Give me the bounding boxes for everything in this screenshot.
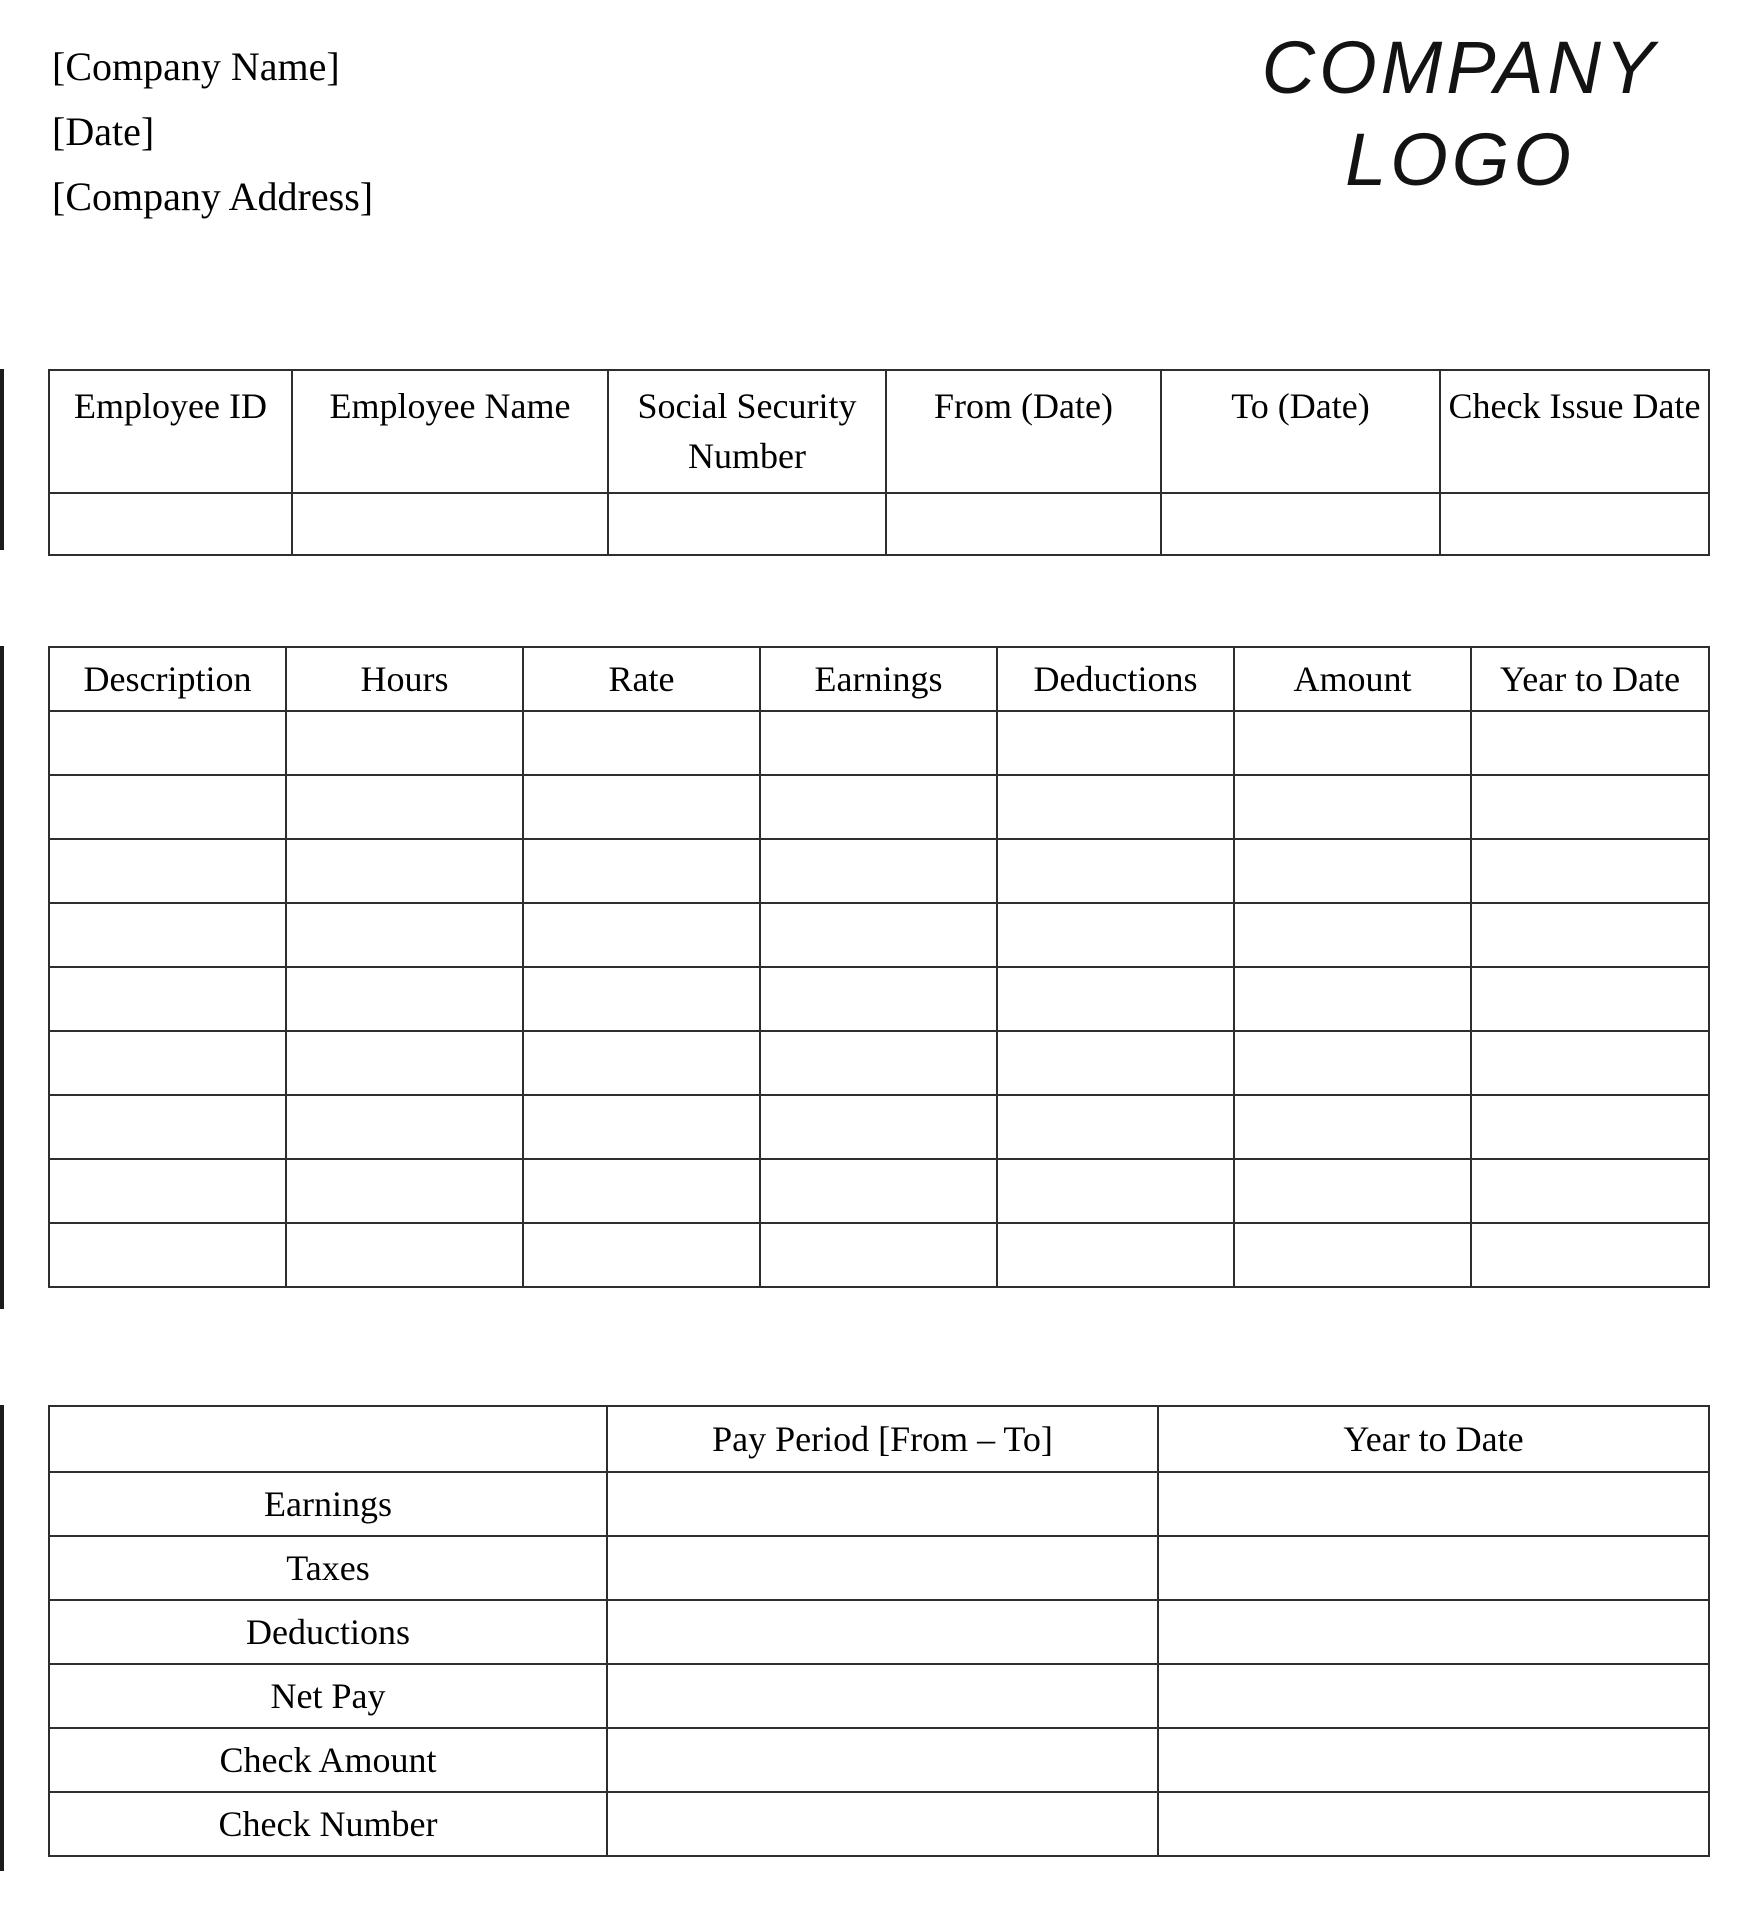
empty-cell bbox=[49, 967, 286, 1031]
empty-cell bbox=[49, 903, 286, 967]
page-edge-artifact bbox=[0, 1405, 4, 1871]
header-cell-description: Description bbox=[49, 647, 286, 711]
empty-cell bbox=[1471, 903, 1709, 967]
header-cell-ssn: Social Security Number bbox=[608, 370, 886, 493]
earnings-data-row bbox=[49, 1095, 1709, 1159]
empty-cell bbox=[760, 1159, 997, 1223]
earnings-data-row bbox=[49, 1031, 1709, 1095]
empty-cell bbox=[1234, 1031, 1471, 1095]
empty-cell bbox=[1440, 493, 1709, 555]
page-edge-artifact bbox=[0, 646, 4, 1309]
empty-cell bbox=[49, 1031, 286, 1095]
company-name-placeholder: [Company Name] bbox=[52, 44, 340, 89]
earnings-data-row bbox=[49, 1159, 1709, 1223]
empty-cell bbox=[286, 775, 523, 839]
empty-cell bbox=[523, 1095, 760, 1159]
empty-cell bbox=[760, 1095, 997, 1159]
empty-cell bbox=[1471, 1095, 1709, 1159]
empty-cell bbox=[49, 839, 286, 903]
header-cell-pay-period: Pay Period [From – To] bbox=[607, 1406, 1158, 1472]
empty-cell bbox=[49, 1223, 286, 1287]
empty-cell bbox=[760, 967, 997, 1031]
empty-cell bbox=[1234, 1095, 1471, 1159]
empty-cell bbox=[1158, 1600, 1709, 1664]
earnings-data-row bbox=[49, 1223, 1709, 1287]
empty-cell bbox=[286, 903, 523, 967]
company-info-block bbox=[52, 34, 373, 229]
summary-row-label: Check Number bbox=[49, 1792, 607, 1856]
empty-cell bbox=[1158, 1472, 1709, 1536]
empty-cell bbox=[49, 493, 292, 555]
header-cell-deductions: Deductions bbox=[997, 647, 1234, 711]
empty-cell bbox=[286, 967, 523, 1031]
earnings-data-row bbox=[49, 775, 1709, 839]
empty-cell bbox=[607, 1728, 1158, 1792]
empty-cell bbox=[997, 1223, 1234, 1287]
header-cell-from-date: From (Date) bbox=[886, 370, 1161, 493]
empty-cell bbox=[997, 711, 1234, 775]
earnings-data-row bbox=[49, 967, 1709, 1031]
empty-cell bbox=[286, 1095, 523, 1159]
empty-cell bbox=[1471, 775, 1709, 839]
empty-cell bbox=[1161, 493, 1440, 555]
empty-cell bbox=[760, 1223, 997, 1287]
empty-cell bbox=[523, 1031, 760, 1095]
earnings-data-row bbox=[49, 903, 1709, 967]
earnings-header-row bbox=[49, 647, 1709, 711]
empty-cell bbox=[997, 1095, 1234, 1159]
summary-row-label: Net Pay bbox=[49, 1664, 607, 1728]
empty-cell bbox=[523, 1223, 760, 1287]
earnings-detail-table bbox=[48, 646, 1710, 1288]
earnings-data-row bbox=[49, 711, 1709, 775]
empty-cell bbox=[523, 839, 760, 903]
empty-cell bbox=[292, 493, 608, 555]
empty-cell bbox=[1234, 711, 1471, 775]
empty-cell bbox=[286, 1223, 523, 1287]
empty-cell bbox=[997, 839, 1234, 903]
empty-cell bbox=[286, 1159, 523, 1223]
empty-cell bbox=[607, 1600, 1158, 1664]
empty-cell bbox=[997, 1159, 1234, 1223]
header-cell-employee-name: Employee Name bbox=[292, 370, 608, 493]
empty-cell bbox=[286, 839, 523, 903]
company-logo bbox=[1230, 22, 1690, 206]
empty-cell bbox=[760, 1031, 997, 1095]
empty-cell bbox=[1158, 1536, 1709, 1600]
empty-cell bbox=[760, 903, 997, 967]
header-cell-hours: Hours bbox=[286, 647, 523, 711]
empty-cell bbox=[608, 493, 886, 555]
summary-row-earnings bbox=[49, 1472, 1709, 1536]
header-cell-employee-id: Employee ID bbox=[49, 370, 292, 493]
empty-cell bbox=[607, 1472, 1158, 1536]
empty-cell bbox=[1158, 1728, 1709, 1792]
summary-row-check-number bbox=[49, 1792, 1709, 1856]
header-cell-blank bbox=[49, 1406, 607, 1472]
empty-cell bbox=[997, 967, 1234, 1031]
empty-cell bbox=[1471, 967, 1709, 1031]
empty-cell bbox=[286, 711, 523, 775]
empty-cell bbox=[523, 1159, 760, 1223]
empty-cell bbox=[523, 967, 760, 1031]
empty-cell bbox=[1471, 1159, 1709, 1223]
empty-cell bbox=[523, 903, 760, 967]
empty-cell bbox=[286, 1031, 523, 1095]
empty-cell bbox=[49, 711, 286, 775]
header-cell-rate: Rate bbox=[523, 647, 760, 711]
empty-cell bbox=[1158, 1664, 1709, 1728]
header-cell-summary-year-to-date: Year to Date bbox=[1158, 1406, 1709, 1472]
employee-data-row bbox=[49, 493, 1709, 555]
summary-row-net-pay bbox=[49, 1664, 1709, 1728]
company-address-placeholder: [Company Address] bbox=[52, 174, 374, 219]
header-cell-year-to-date: Year to Date bbox=[1471, 647, 1709, 711]
empty-cell bbox=[607, 1792, 1158, 1856]
empty-cell bbox=[1234, 775, 1471, 839]
empty-cell bbox=[997, 1031, 1234, 1095]
header-cell-amount: Amount bbox=[1234, 647, 1471, 711]
employee-header-row bbox=[49, 370, 1709, 493]
empty-cell bbox=[1234, 839, 1471, 903]
empty-cell bbox=[523, 775, 760, 839]
summary-header-row bbox=[49, 1406, 1709, 1472]
pay-summary-table bbox=[48, 1405, 1710, 1857]
summary-row-label: Check Amount bbox=[49, 1728, 607, 1792]
employee-info-table bbox=[48, 369, 1710, 556]
summary-row-label: Earnings bbox=[49, 1472, 607, 1536]
logo-line-logo: LOGO bbox=[1345, 118, 1575, 201]
summary-row-label: Taxes bbox=[49, 1536, 607, 1600]
empty-cell bbox=[1234, 1223, 1471, 1287]
empty-cell bbox=[1234, 967, 1471, 1031]
empty-cell bbox=[1158, 1792, 1709, 1856]
summary-row-taxes bbox=[49, 1536, 1709, 1600]
earnings-data-row bbox=[49, 839, 1709, 903]
empty-cell bbox=[1471, 1223, 1709, 1287]
summary-row-check-amount bbox=[49, 1728, 1709, 1792]
page-edge-artifact bbox=[0, 369, 4, 550]
empty-cell bbox=[49, 775, 286, 839]
empty-cell bbox=[1471, 711, 1709, 775]
date-placeholder: [Date] bbox=[52, 109, 155, 154]
header-cell-earnings: Earnings bbox=[760, 647, 997, 711]
empty-cell bbox=[997, 903, 1234, 967]
empty-cell bbox=[1234, 903, 1471, 967]
empty-cell bbox=[760, 711, 997, 775]
empty-cell bbox=[1471, 1031, 1709, 1095]
empty-cell bbox=[1234, 1159, 1471, 1223]
header-cell-to-date: To (Date) bbox=[1161, 370, 1440, 493]
summary-row-label: Deductions bbox=[49, 1600, 607, 1664]
header-cell-check-issue-date: Check Issue Date bbox=[1440, 370, 1709, 493]
logo-line-company: COMPANY bbox=[1261, 26, 1659, 109]
empty-cell bbox=[760, 775, 997, 839]
empty-cell bbox=[49, 1095, 286, 1159]
empty-cell bbox=[760, 839, 997, 903]
empty-cell bbox=[1471, 839, 1709, 903]
empty-cell bbox=[49, 1159, 286, 1223]
empty-cell bbox=[607, 1536, 1158, 1600]
empty-cell bbox=[523, 711, 760, 775]
empty-cell bbox=[997, 775, 1234, 839]
summary-row-deductions bbox=[49, 1600, 1709, 1664]
empty-cell bbox=[607, 1664, 1158, 1728]
empty-cell bbox=[886, 493, 1161, 555]
